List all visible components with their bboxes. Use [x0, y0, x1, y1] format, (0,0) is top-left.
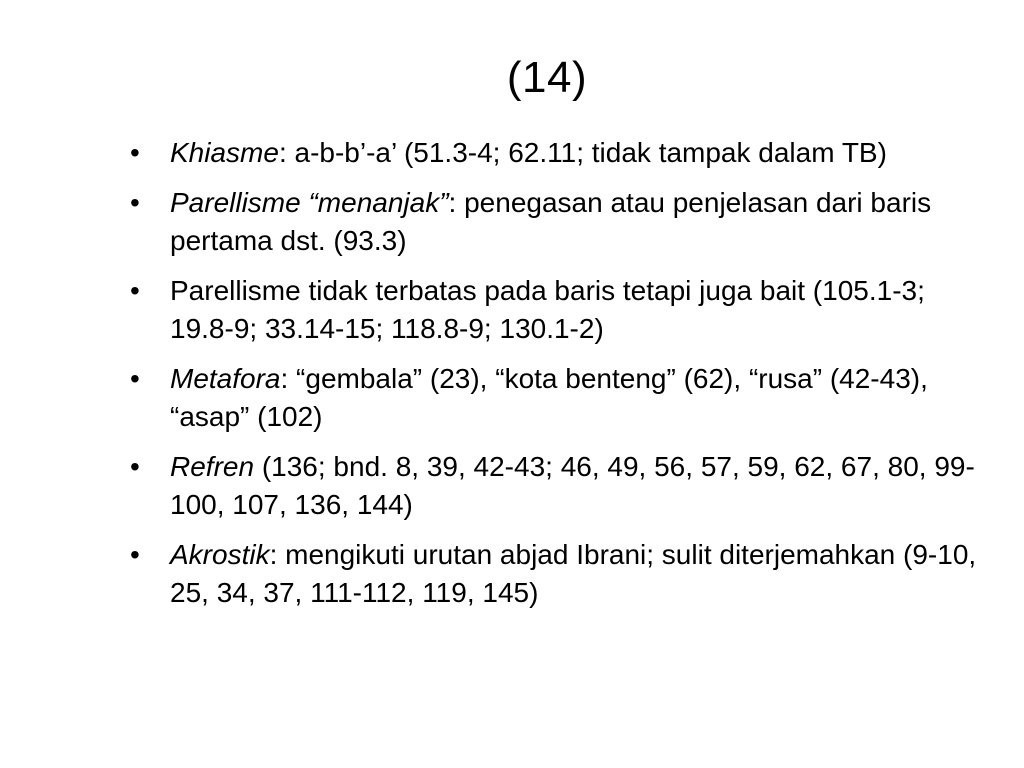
bullet-text: : mengikuti urutan abjad Ibrani; sulit diterjemahkan (9-10, 25, 34, 37, 111-112, 119, 145) — [170, 539, 977, 608]
bullet-text: : “gembala” (23), “kota benteng” (62), “rusa” (42-43), “asap” (102) — [170, 363, 928, 432]
bullet-item-parellisme-bait — [128, 272, 978, 348]
bullet-icon: • — [130, 137, 140, 168]
bullet-item-khiasme — [128, 134, 978, 172]
bullet-text: Parellisme tidak terbatas pada baris tetapi juga bait (105.1-3; 19.8-9; 33.14-15; 118.8-9; 130.1-2) — [170, 275, 925, 344]
bullet-text: : a-b-b’-a’ (51.3-4; 62.11; tidak tampak dalam TB) — [278, 137, 887, 168]
bullet-term: Metafora — [170, 363, 281, 394]
bullet-icon: • — [130, 363, 140, 394]
bullet-term: Akrostik — [170, 539, 270, 570]
bullet-icon: • — [130, 187, 140, 218]
slide-title: (14) — [506, 53, 588, 102]
bullet-term: Khiasme — [170, 137, 279, 168]
bullet-text: : penegasan atau penjelasan dari baris pertama dst. (93.3) — [170, 187, 932, 256]
bullet-item-refren — [128, 448, 978, 524]
bullet-list — [128, 134, 978, 624]
bullet-item-parellisme-menanjak — [128, 184, 978, 260]
bullet-item-akrostik — [128, 536, 978, 612]
bullet-icon: • — [130, 451, 140, 482]
bullet-text: (136; bnd. 8, 39, 42-43; 46, 49, 56, 57, 59, 62, 67, 80, 99-100, 107, 136, 144) — [170, 451, 975, 520]
bullet-icon: • — [130, 539, 140, 570]
bullet-item-metafora — [128, 360, 978, 436]
bullet-term: Refren — [170, 451, 255, 482]
bullet-icon: • — [130, 275, 140, 306]
bullet-term: Parellisme “menanjak” — [170, 187, 449, 218]
